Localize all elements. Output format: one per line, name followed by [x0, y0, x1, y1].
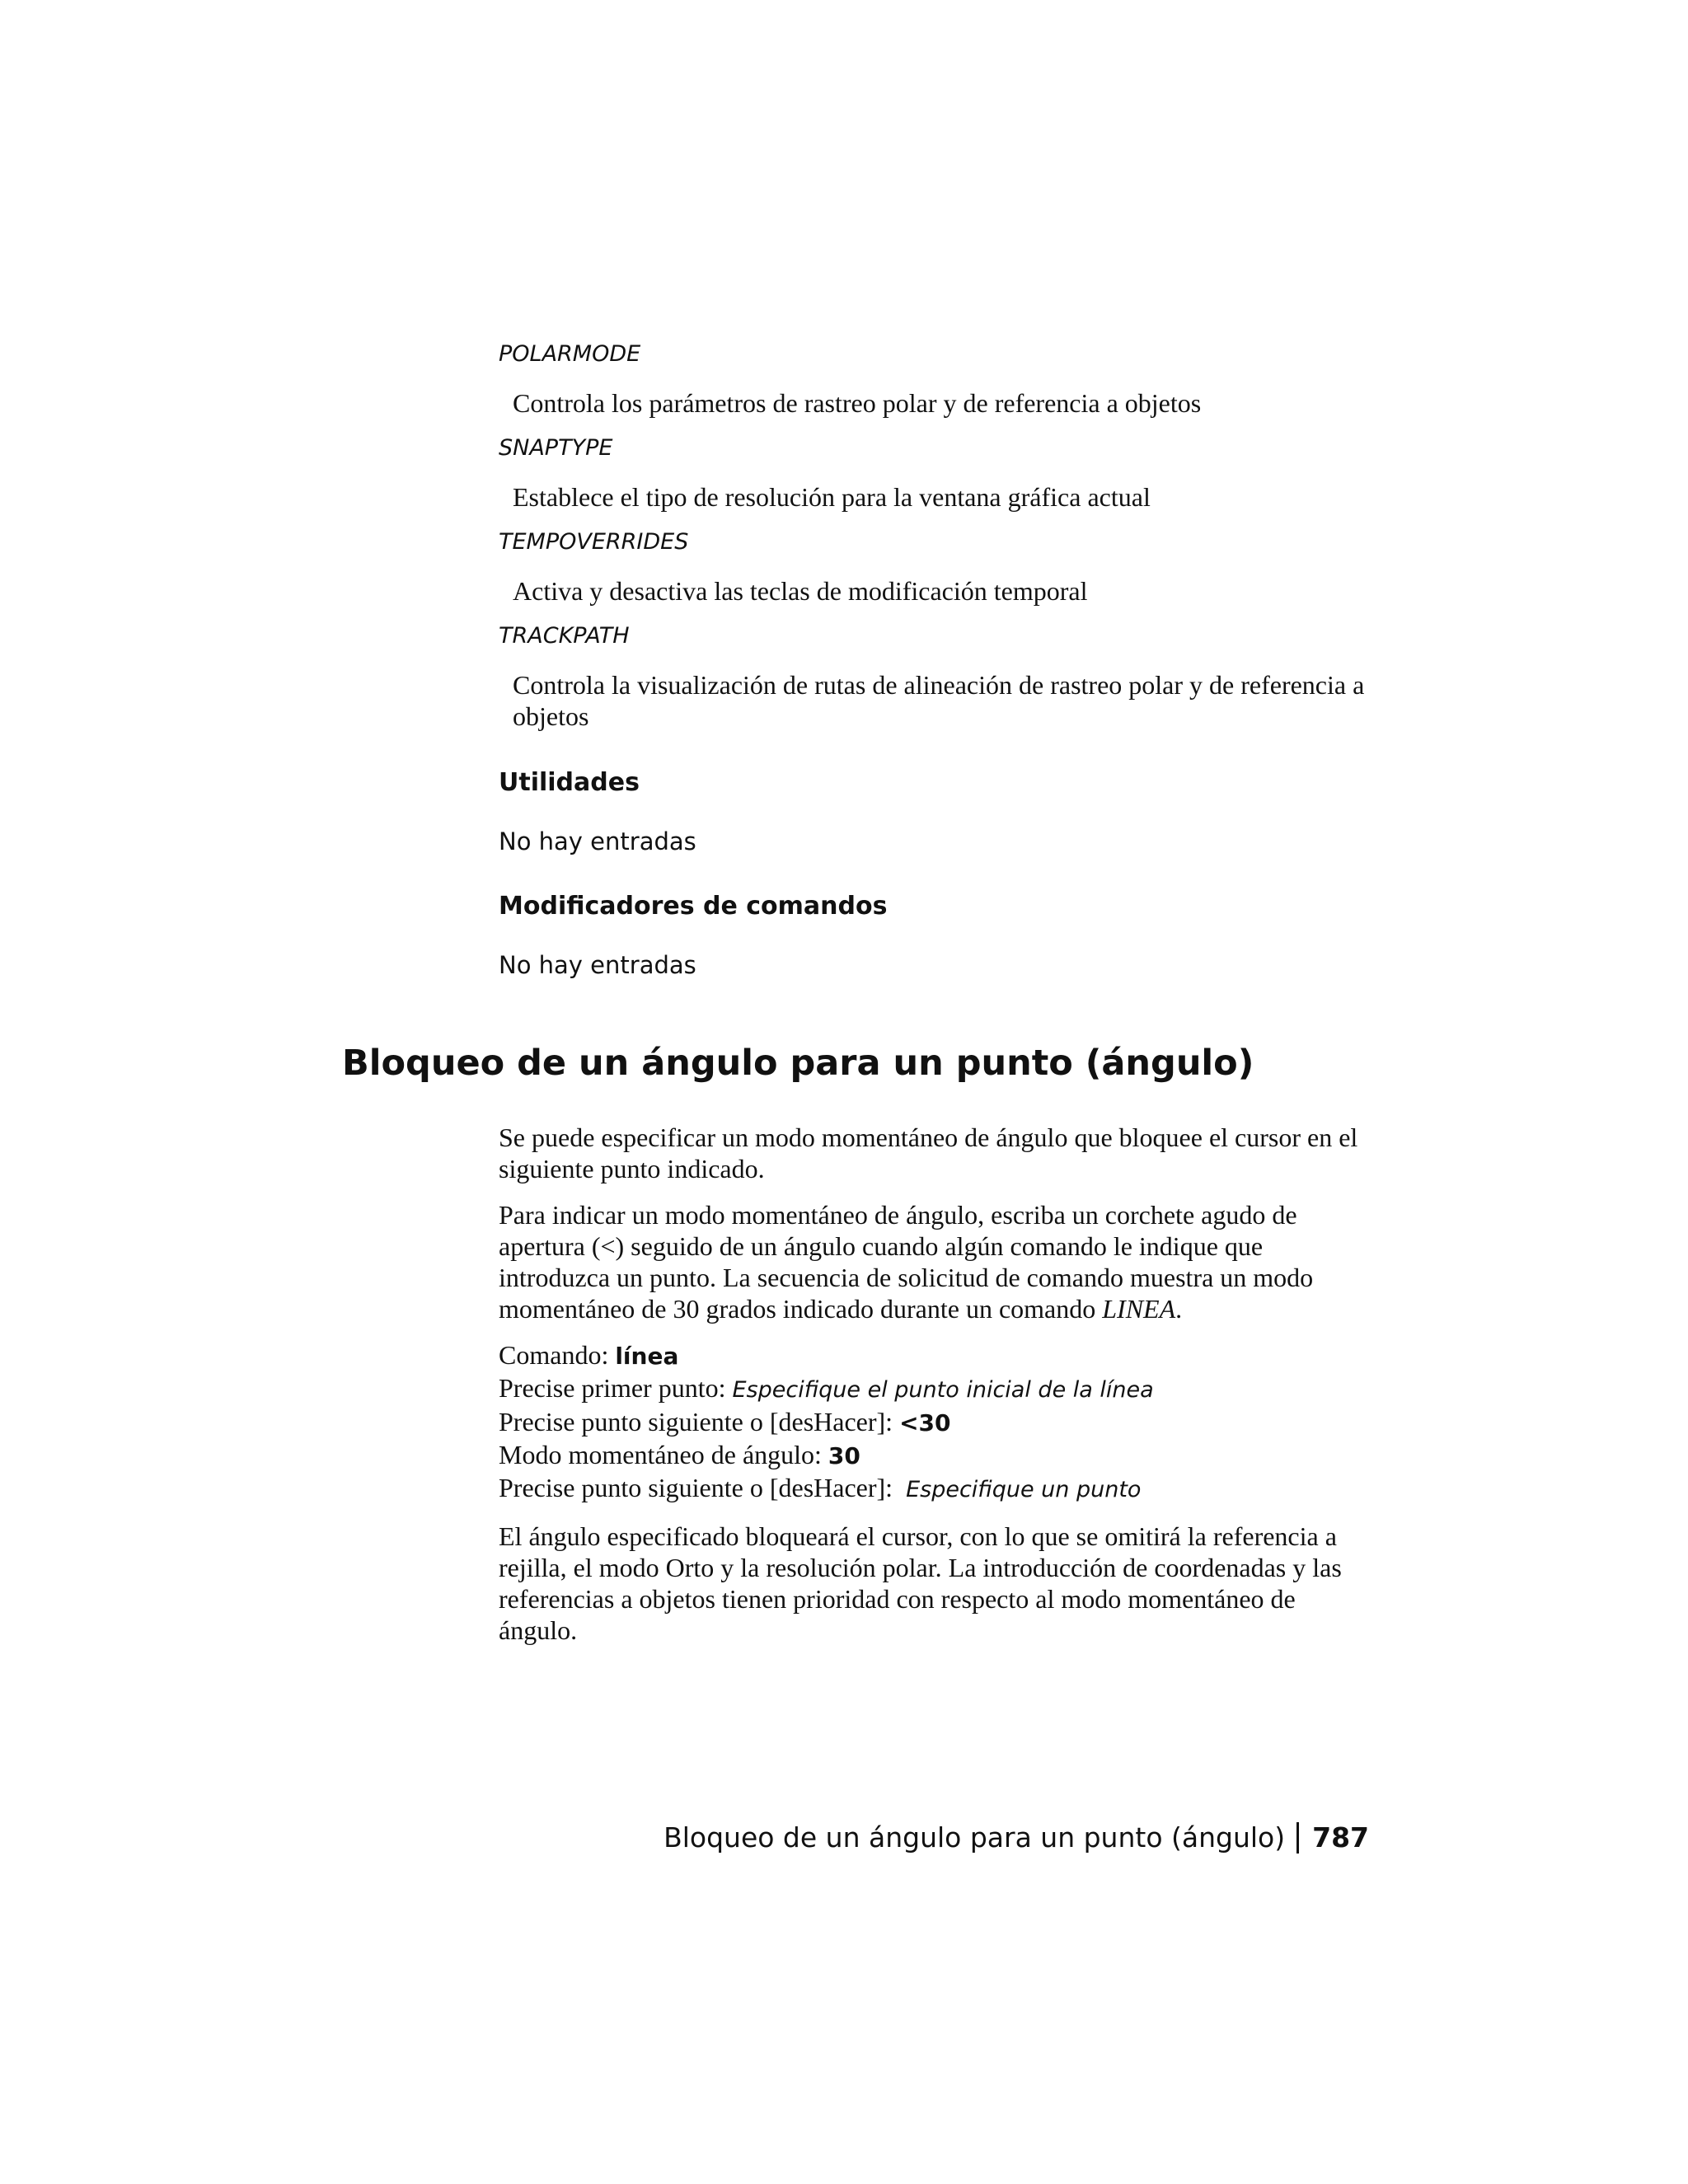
command-prompt: Precise punto siguiente o [desHacer]:	[499, 1473, 907, 1502]
command-prompt: Precise punto siguiente o [desHacer]:	[499, 1407, 900, 1436]
variable-entry	[499, 340, 1372, 419]
command-value: Especifique un punto	[906, 1477, 1142, 1502]
paragraph-instructions	[499, 1199, 1372, 1324]
variable-name: TEMPOVERRIDES	[499, 529, 689, 555]
command-prompt: Comando:	[499, 1340, 616, 1370]
command-value: 30	[828, 1442, 860, 1469]
command-line	[499, 1372, 1372, 1406]
paragraph-conclusion: El ángulo especificado bloqueará el cursor, con lo que se omitirá la referencia a rejilla, el modo Orto y la resolución polar. La introducción de coordenadas y las referencias a objetos tienen prioridad con respecto al modo momentáneo de ángulo.	[499, 1521, 1342, 1645]
variable-description: Establece el tipo de resolución para la ventana gráfica actual	[513, 482, 1151, 512]
variable-name: SNAPTYPE	[499, 435, 613, 461]
modifiers-heading: Modificadores de comandos	[499, 892, 888, 921]
command-prompt: Modo momentáneo de ángulo:	[499, 1440, 828, 1469]
utilities-text: No hay entradas	[499, 827, 696, 855]
variable-description: Activa y desactiva las teclas de modificación temporal	[513, 576, 1088, 606]
section-body	[499, 1122, 1372, 1646]
variable-description: Controla los parámetros de rastreo polar y de referencia a objetos	[513, 388, 1202, 418]
command-sequence	[499, 1339, 1372, 1506]
modifiers-section	[499, 890, 1372, 981]
footer-title: Bloqueo de un ángulo para un punto (ángulo)	[663, 1821, 1286, 1854]
variable-description: Controla la visualización de rutas de alineación de rastreo polar y de referencia a objetos	[513, 670, 1365, 731]
command-line	[499, 1406, 1372, 1439]
variable-name: POLARMODE	[499, 341, 641, 367]
variable-entry	[499, 434, 1372, 513]
command-value: Especifique el punto inicial de la línea	[732, 1377, 1154, 1403]
page-number: 787	[1312, 1821, 1369, 1854]
variable-entry	[499, 621, 1372, 732]
utilities-section	[499, 766, 1372, 857]
command-prompt: Precise primer punto:	[499, 1373, 733, 1403]
command-line	[499, 1439, 1372, 1472]
command-value: <30	[899, 1409, 951, 1436]
variable-list	[499, 340, 1372, 732]
command-value: línea	[615, 1343, 679, 1370]
paragraph-instructions-text: Para indicar un modo momentáneo de ángulo, escriba un corchete agudo de apertura (<) seguido de un ángulo cuando algún comando le indique que introduzca un punto. La secuencia de solicitud de comando muestra un modo momentáneo de 30 grados indicado durante un comando	[499, 1200, 1314, 1324]
modifiers-text: No hay entradas	[499, 951, 696, 979]
command-line	[499, 1339, 1372, 1372]
utilities-heading: Utilidades	[499, 768, 640, 797]
variable-entry	[499, 527, 1372, 607]
variable-name: TRACKPATH	[499, 623, 630, 649]
command-line	[499, 1472, 1372, 1506]
footer-separator	[1296, 1822, 1299, 1854]
page-footer	[663, 1820, 1369, 1856]
section-title: Bloqueo de un ángulo para un punto (ángulo)	[342, 1043, 1254, 1084]
paragraph-instructions-end: .	[1175, 1294, 1183, 1324]
paragraph-intro: Se puede especificar un modo momentáneo de ángulo que bloquee el cursor en el siguiente punto indicado.	[499, 1122, 1358, 1183]
command-name: LINEA	[1102, 1294, 1176, 1324]
